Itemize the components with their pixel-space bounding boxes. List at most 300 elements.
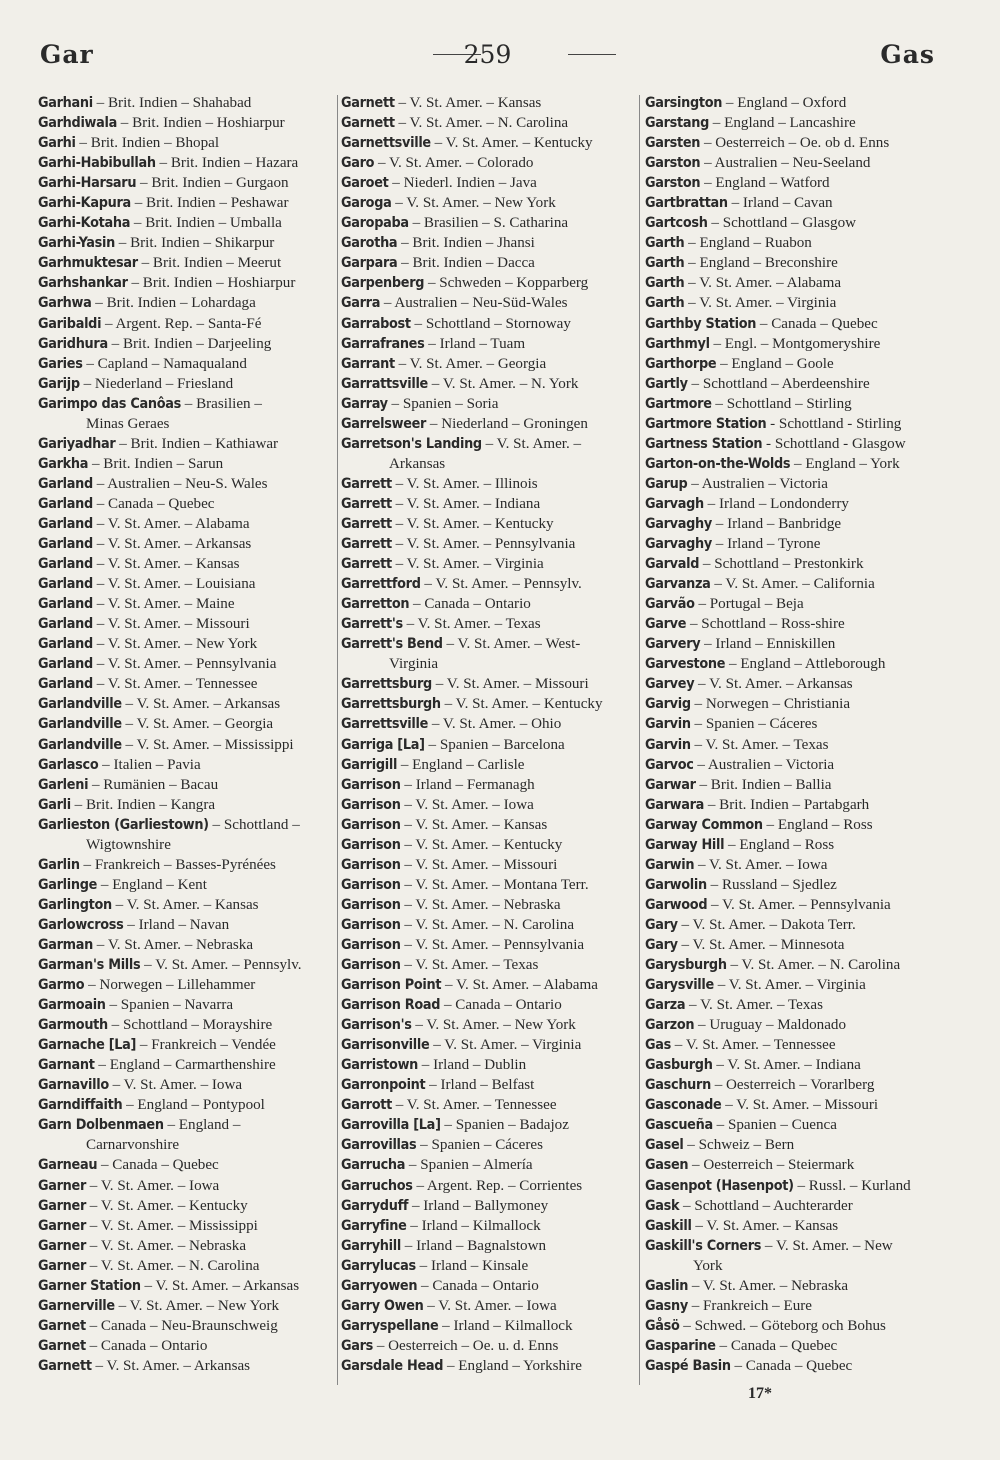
entry-location: – V. St. Amer. – Arkansas bbox=[92, 536, 252, 553]
entry-headword: Garrett bbox=[341, 475, 392, 492]
entry-headword: Garvin bbox=[645, 716, 691, 733]
gazetteer-entry bbox=[341, 514, 637, 534]
entry-headword: Garvey bbox=[645, 676, 695, 693]
entry-headword: Garrett bbox=[341, 515, 392, 532]
entry-headword: Garvery bbox=[645, 636, 701, 653]
entry-location: – England – bbox=[163, 1117, 241, 1134]
entry-headword: Garnavillo bbox=[38, 1077, 109, 1094]
entry-location: – V. St. Amer. – Iowa bbox=[694, 856, 828, 873]
entry-location: – V. St. Amer. – Nebraska bbox=[93, 936, 254, 953]
entry-headword: Garnet bbox=[38, 1317, 86, 1334]
entry-location: – V. St. Amer. – Alabama bbox=[684, 275, 842, 292]
gazetteer-entry bbox=[645, 1095, 945, 1115]
entry-headword: Gasel bbox=[645, 1137, 684, 1154]
gazetteer-entry bbox=[645, 334, 945, 354]
gazetteer-entry bbox=[341, 233, 637, 253]
gazetteer-entry bbox=[645, 1115, 945, 1135]
gazetteer-entry bbox=[645, 293, 945, 313]
gazetteer-entry bbox=[341, 474, 637, 494]
entry-headword: Garrafranes bbox=[341, 335, 425, 352]
entry-location: - Schottland - Glasgow bbox=[762, 435, 906, 452]
gazetteer-entry bbox=[341, 1075, 637, 1095]
gazetteer-entry bbox=[341, 694, 637, 714]
gazetteer-entry bbox=[341, 1276, 637, 1296]
entry-headword: Garhi-Harsaru bbox=[38, 175, 137, 192]
entry-location: – Canada – Quebec bbox=[97, 1157, 219, 1174]
gazetteer-entry bbox=[341, 414, 637, 434]
entry-headword: Garlinge bbox=[38, 876, 98, 893]
gazetteer-entry bbox=[645, 995, 945, 1015]
entry-location: – England – Oxford bbox=[722, 95, 847, 111]
gazetteer-entry bbox=[341, 534, 637, 554]
gazetteer-entry bbox=[645, 113, 945, 133]
gazetteer-entry bbox=[341, 795, 637, 815]
entry-location: – England – Carmarthenshire bbox=[94, 1057, 276, 1074]
entry-location: – Australien – Victoria bbox=[693, 756, 835, 773]
gazetteer-entry bbox=[645, 975, 945, 995]
gazetteer-entry bbox=[341, 213, 637, 233]
entry-headword: Garner Station bbox=[38, 1277, 141, 1294]
entry-headword: Garland bbox=[38, 536, 93, 553]
entry-headword: Garpara bbox=[341, 255, 398, 272]
entry-location: – Niederl. Indien – Java bbox=[388, 175, 537, 192]
entry-headword: Gars bbox=[341, 1337, 374, 1354]
entry-headword: Garrison bbox=[341, 816, 401, 833]
entry-location: – V. St. Amer. – Georgia bbox=[394, 355, 547, 372]
gazetteer-entry bbox=[38, 494, 334, 514]
entry-location: – V. St. Amer. – Louisiana bbox=[92, 576, 256, 593]
gazetteer-entry bbox=[341, 815, 637, 835]
entry-location: – V. St. Amer. – Kentucky bbox=[440, 696, 603, 713]
gazetteer-entry bbox=[645, 173, 945, 193]
entry-headword: Garland bbox=[38, 495, 93, 512]
entry-headword: Garrott bbox=[341, 1097, 392, 1114]
gazetteer-entry bbox=[38, 1155, 334, 1175]
entry-headword: Garnett bbox=[38, 1357, 92, 1374]
entry-headword: Garruchos bbox=[341, 1177, 413, 1194]
gazetteer-entry bbox=[38, 1055, 334, 1075]
entry-location: – V. St. Amer. – Kentucky bbox=[391, 515, 554, 532]
entry-location: Virginia bbox=[389, 656, 439, 673]
gazetteer-entry bbox=[38, 273, 334, 293]
entry-headword: Gasconade bbox=[645, 1097, 722, 1114]
gazetteer-entry bbox=[38, 1095, 334, 1115]
gazetteer-entry bbox=[645, 133, 945, 153]
gazetteer-entry bbox=[38, 434, 334, 454]
gazetteer-entry bbox=[38, 314, 334, 334]
entry-location: – Norwegen – Christiania bbox=[690, 696, 851, 713]
entry-location: – V. St. Amer. – N. Carolina bbox=[400, 916, 575, 933]
gazetteer-entry bbox=[38, 594, 334, 614]
entry-location: – Brit. Indien – Shikarpur bbox=[114, 235, 275, 252]
entry-location: – Portugal – Beja bbox=[694, 596, 804, 613]
entry-headword: Garrison bbox=[341, 916, 401, 933]
entry-headword: Garzon bbox=[645, 1017, 695, 1034]
entry-headword: Garvin bbox=[645, 736, 691, 753]
gazetteer-entry bbox=[38, 554, 334, 574]
entry-headword: Garland bbox=[38, 515, 93, 532]
gazetteer-entry bbox=[38, 1296, 334, 1316]
entry-location: Minas Geraes bbox=[86, 415, 170, 432]
entry-headword: Garthmyl bbox=[645, 335, 710, 352]
gazetteer-entry bbox=[38, 113, 334, 133]
gazetteer-entry bbox=[645, 394, 945, 414]
entry-location: – Irland – Fermanagh bbox=[400, 776, 535, 793]
page-header bbox=[40, 40, 935, 76]
entry-location: – V. St. Amer. – Nebraska bbox=[688, 1277, 849, 1294]
gazetteer-entry bbox=[341, 634, 637, 654]
gazetteer-entry bbox=[645, 273, 945, 293]
entry-location: – Canada – Ontario bbox=[85, 1337, 208, 1354]
gazetteer-entry bbox=[38, 253, 334, 273]
gazetteer-entry bbox=[341, 173, 637, 193]
entry-location: – Brit. Indien – Kathiawar bbox=[115, 435, 279, 452]
gazetteer-entry bbox=[341, 1316, 637, 1336]
entry-headword: Garnet bbox=[38, 1337, 86, 1354]
entry-headword: Garneau bbox=[38, 1157, 98, 1174]
entry-location: – V. St. Amer. – Texas bbox=[400, 957, 539, 974]
gazetteer-entry bbox=[38, 514, 334, 534]
entry-headword: Garristown bbox=[341, 1057, 419, 1074]
entry-location: – Canada – Ontario bbox=[409, 596, 531, 613]
entry-location: – V. St. Amer. – Iowa bbox=[108, 1077, 243, 1094]
gazetteer-entry bbox=[645, 855, 945, 875]
entry-headword: Garrison bbox=[341, 896, 401, 913]
gazetteer-entry bbox=[645, 233, 945, 253]
entry-headword: Garhi bbox=[38, 135, 76, 152]
entry-location: – V. St. Amer. – Alabama bbox=[92, 515, 250, 532]
entry-headword: Garotha bbox=[341, 235, 398, 252]
entry-location: – V. St. Amer. – Virginia bbox=[684, 295, 837, 312]
gazetteer-entry bbox=[341, 714, 637, 734]
gazetteer-entry bbox=[341, 354, 637, 374]
entry-headword: Gartly bbox=[645, 375, 688, 392]
gazetteer-entry bbox=[341, 1015, 637, 1035]
entry-headword: Garvaghy bbox=[645, 515, 712, 532]
gazetteer-entry bbox=[38, 875, 334, 895]
entry-headword: Garoet bbox=[341, 175, 389, 192]
entry-location: – V. St. Amer. – Missouri bbox=[721, 1097, 879, 1114]
entry-headword: Garland bbox=[38, 636, 93, 653]
entry-location: – England – Pontypool bbox=[122, 1097, 265, 1114]
gazetteer-entry bbox=[38, 213, 334, 233]
gazetteer-entry bbox=[341, 273, 637, 293]
entry-location: – England – Breconshire bbox=[684, 255, 838, 272]
entry-headword: Garwara bbox=[645, 796, 705, 813]
entry-headword: Garretson's Landing bbox=[341, 435, 482, 452]
entry-headword: Garthby Station bbox=[645, 315, 757, 332]
entry-location: – England – Goole bbox=[716, 355, 834, 372]
entry-headword: Garner bbox=[38, 1217, 87, 1234]
gazetteer-entry bbox=[645, 815, 945, 835]
entry-headword: Garrattsville bbox=[341, 375, 428, 392]
gazetteer-entry bbox=[38, 474, 334, 494]
gazetteer-entry bbox=[341, 334, 637, 354]
entry-headword: Garner bbox=[38, 1237, 87, 1254]
entry-headword: Gartcosh bbox=[645, 215, 708, 232]
entry-headword: Garland bbox=[38, 656, 93, 673]
entry-headword: Gasparine bbox=[645, 1337, 716, 1354]
entry-location: – V. St. Amer. – West- bbox=[442, 636, 581, 653]
gazetteer-entry bbox=[38, 935, 334, 955]
entry-location: – Brit. Indien – Jhansi bbox=[397, 235, 535, 252]
entry-headword: Garrett bbox=[341, 495, 392, 512]
gazetteer-entry bbox=[38, 614, 334, 634]
page-number: 259 bbox=[463, 40, 512, 69]
entry-headword: Garrison bbox=[341, 876, 401, 893]
gazetteer-entry bbox=[38, 915, 334, 935]
entry-headword: Garmo bbox=[38, 977, 85, 994]
entry-location: – V. St. Amer. – Kentucky bbox=[86, 1197, 248, 1214]
entry-headword: Garrovillas bbox=[341, 1137, 417, 1154]
gazetteer-entry bbox=[38, 454, 334, 474]
entry-headword: Gaskill bbox=[645, 1217, 692, 1234]
column-2 bbox=[341, 93, 637, 1376]
entry-headword: Garryhill bbox=[341, 1237, 401, 1254]
entry-location: – Irland – Dublin bbox=[418, 1057, 527, 1074]
gazetteer-entry bbox=[645, 494, 945, 514]
header-rule-right bbox=[568, 54, 616, 55]
entry-headword: Garhshankar bbox=[38, 275, 128, 292]
gazetteer-entry bbox=[38, 654, 334, 674]
gazetteer-entry bbox=[645, 514, 945, 534]
gazetteer-entry bbox=[645, 1216, 945, 1236]
entry-headword: Garwar bbox=[645, 776, 696, 793]
entry-location: – Canada – Ontario bbox=[417, 1277, 539, 1294]
entry-location: – V. St. Amer. – Colorado bbox=[374, 155, 534, 172]
entry-location: – Brit. Indien – Lohardaga bbox=[91, 295, 256, 312]
gazetteer-entry bbox=[645, 354, 945, 374]
gazetteer-entry bbox=[341, 915, 637, 935]
entry-location: – Australien – Neu-S. Wales bbox=[92, 475, 268, 492]
gazetteer-entry-continuation bbox=[645, 1256, 945, 1276]
entry-location: – V. St. Amer. – Tennessee bbox=[391, 1097, 557, 1114]
entry-headword: Garsten bbox=[645, 135, 701, 152]
gazetteer-entry bbox=[341, 614, 637, 634]
gazetteer-entry bbox=[38, 1276, 334, 1296]
gazetteer-entry bbox=[38, 895, 334, 915]
entry-location: – V. St. Amer. – Maine bbox=[92, 596, 235, 613]
gazetteer-entry bbox=[38, 995, 334, 1015]
gazetteer-entry bbox=[341, 1115, 637, 1135]
entry-headword: Garidhura bbox=[38, 335, 108, 352]
entry-location: – Australien – Neu-Süd-Wales bbox=[380, 295, 568, 312]
gazetteer-entry bbox=[341, 253, 637, 273]
entry-headword: Gas bbox=[645, 1037, 671, 1054]
gazetteer-entry bbox=[341, 1216, 637, 1236]
entry-location: – Oesterreich – Oe. u. d. Enns bbox=[373, 1337, 559, 1354]
entry-location: – Rumänien – Bacau bbox=[88, 776, 219, 793]
entry-location: – Australien – Neu-Seeland bbox=[700, 155, 871, 172]
entry-location: – V. St. Amer. – Missouri bbox=[92, 616, 250, 633]
entry-location: – V. St. Amer. – Mississippi bbox=[86, 1217, 258, 1234]
entry-headword: Garstang bbox=[645, 115, 710, 132]
gazetteer-entry bbox=[645, 614, 945, 634]
gazetteer-entry bbox=[38, 1216, 334, 1236]
entry-location: – V. St. Amer. – Kansas bbox=[111, 896, 259, 913]
entry-headword: Garlandville bbox=[38, 716, 122, 733]
entry-headword: Garland bbox=[38, 576, 93, 593]
entry-location: – V. St. Amer. – Arkansas bbox=[91, 1357, 251, 1374]
entry-location: – Schottland – Stirling bbox=[711, 395, 852, 412]
entry-location: – V. St. Amer. – Tennessee bbox=[92, 676, 258, 693]
gazetteer-entry bbox=[645, 474, 945, 494]
gazetteer-entry bbox=[38, 334, 334, 354]
entry-location: – Russland – Sjedlez bbox=[706, 876, 837, 893]
entry-headword: Garvagh bbox=[645, 495, 704, 512]
entry-location: – England – York bbox=[790, 455, 900, 472]
entry-headword: Garnerville bbox=[38, 1297, 115, 1314]
entry-location: – V. St. Amer. – New York bbox=[391, 195, 556, 212]
gazetteer-entry bbox=[38, 1075, 334, 1095]
entry-headword: Garner bbox=[38, 1177, 87, 1194]
entry-location: – Brit. Indien – Meerut bbox=[137, 255, 282, 272]
entry-headword: Garrison bbox=[341, 856, 401, 873]
entry-headword: Garland bbox=[38, 616, 93, 633]
entry-location: – Schottland – Aberdeenshire bbox=[687, 375, 870, 392]
gazetteer-entry bbox=[645, 735, 945, 755]
gazetteer-entry bbox=[645, 714, 945, 734]
entry-headword: Garve bbox=[645, 616, 687, 633]
gazetteer-entry bbox=[645, 775, 945, 795]
entry-headword: Garhwa bbox=[38, 295, 92, 312]
gazetteer-entry bbox=[341, 1035, 637, 1055]
column-1 bbox=[38, 93, 334, 1376]
entry-location: – Schottland – bbox=[208, 816, 300, 833]
gazetteer-entry bbox=[38, 1236, 334, 1256]
entry-location: – V. St. Amer. – Missouri bbox=[431, 676, 589, 693]
gazetteer-entry bbox=[38, 735, 334, 755]
entry-location: – Schweiz – Bern bbox=[683, 1137, 795, 1154]
entry-location: – Brit. Indien – Gurgaon bbox=[136, 175, 289, 192]
gazetteer-entry bbox=[645, 534, 945, 554]
entry-location: – Canada – Neu-Braunschweig bbox=[85, 1317, 278, 1334]
entry-location: – Schottland – Prestonkirk bbox=[699, 556, 864, 573]
entry-location: – Canada – Quebec bbox=[730, 1357, 853, 1374]
gazetteer-entry bbox=[645, 1316, 945, 1336]
entry-headword: Garopaba bbox=[341, 215, 409, 232]
entry-location: – Italien – Pavia bbox=[98, 756, 201, 773]
entry-location: – V. St. Amer. – Illinois bbox=[391, 475, 538, 492]
entry-headword: Garrett bbox=[341, 536, 392, 553]
entry-location: – Spanien – Badajoz bbox=[440, 1117, 569, 1134]
entry-location: – Schottland – Glasgow bbox=[707, 215, 857, 232]
gazetteer-entry bbox=[38, 975, 334, 995]
entry-headword: Gaschurn bbox=[645, 1077, 711, 1094]
gazetteer-entry bbox=[645, 674, 945, 694]
gazetteer-entry bbox=[645, 1055, 945, 1075]
gazetteer-entry bbox=[645, 253, 945, 273]
entry-headword: Gasenpot (Hasenpot) bbox=[645, 1177, 794, 1194]
gazetteer-entry bbox=[38, 173, 334, 193]
gazetteer-entry bbox=[341, 1176, 637, 1196]
entry-location: – V. St. Amer. – Kentucky bbox=[400, 836, 563, 853]
entry-location: – V. St. Amer. – Nebraska bbox=[86, 1237, 247, 1254]
gazetteer-entry bbox=[38, 354, 334, 374]
entry-location: – Irland – Navan bbox=[123, 916, 230, 933]
gazetteer-entry bbox=[38, 1015, 334, 1035]
entry-location: – V. St. Amer. – Minnesota bbox=[677, 936, 845, 953]
entry-location: – V. St. Amer. – Kansas bbox=[691, 1217, 839, 1234]
entry-headword: Garrett bbox=[341, 556, 392, 573]
entry-location: – Brit. Indien – Hoshiarpur bbox=[127, 275, 296, 292]
entry-location: – Irland – Londonderry bbox=[703, 495, 849, 512]
entry-location: – V. St. Amer. – Arkansas bbox=[140, 1277, 300, 1294]
entry-headword: Garriga [La] bbox=[341, 736, 425, 753]
entry-location: – V. St. Amer. – N. Carolina bbox=[86, 1257, 260, 1274]
gazetteer-entry bbox=[38, 815, 334, 835]
entry-location: – V. St. Amer. – Tennessee bbox=[671, 1037, 836, 1054]
entry-headword: Garman bbox=[38, 936, 94, 953]
entry-headword: Garrett's bbox=[341, 616, 403, 633]
entry-location: – Canada – Quebec bbox=[756, 315, 878, 332]
column-divider-1 bbox=[337, 95, 338, 1385]
entry-location: – Spanien – Cuenca bbox=[712, 1117, 837, 1134]
gazetteer-entry bbox=[645, 795, 945, 815]
gazetteer-entry bbox=[341, 1296, 637, 1316]
entry-location: – Irland – Bagnalstown bbox=[400, 1237, 547, 1254]
gazetteer-entry bbox=[341, 935, 637, 955]
gazetteer-entry bbox=[341, 1236, 637, 1256]
entry-location: – V. St. Amer. – Montana Terr. bbox=[400, 876, 589, 893]
entry-headword: Garhmuktesar bbox=[38, 255, 138, 272]
entry-location: – England – Ross bbox=[724, 836, 835, 853]
entry-headword: Garvanza bbox=[645, 576, 711, 593]
gazetteer-entry bbox=[341, 1055, 637, 1075]
gazetteer-entry bbox=[645, 915, 945, 935]
entry-location: – Spanien – Cáceres bbox=[690, 716, 818, 733]
entry-headword: Garhani bbox=[38, 95, 93, 111]
gazetteer-entry bbox=[38, 374, 334, 394]
entry-headword: Garthorpe bbox=[645, 355, 717, 372]
entry-headword: Garronpoint bbox=[341, 1077, 426, 1094]
entry-location: – V. St. Amer. – New York bbox=[411, 1017, 576, 1034]
entry-location: – V. St. Amer. – Virginia bbox=[391, 556, 544, 573]
entry-headword: Garies bbox=[38, 355, 83, 372]
entry-location: – V. St. Amer. – Arkansas bbox=[121, 696, 281, 713]
entry-location: – V. St. Amer. – Pennsylv. bbox=[140, 957, 302, 974]
gazetteer-entry bbox=[38, 394, 334, 414]
entry-headword: Garrisonville bbox=[341, 1037, 430, 1054]
entry-headword: Gartness Station bbox=[645, 435, 763, 452]
entry-location: – V. St. Amer. – Georgia bbox=[121, 716, 274, 733]
gazetteer-entry bbox=[645, 1276, 945, 1296]
entry-headword: Garth bbox=[645, 275, 685, 292]
entry-headword: Garrett's Bend bbox=[341, 636, 443, 653]
entry-location: – Brasilien – S. Catharina bbox=[408, 215, 569, 232]
entry-headword: Garlandville bbox=[38, 736, 122, 753]
entry-location: – V. St. Amer. – Pennsylv. bbox=[420, 576, 582, 593]
entry-headword: Garvald bbox=[645, 556, 700, 573]
gazetteer-entry bbox=[645, 1135, 945, 1155]
entry-location: – Brit. Indien – Hoshiarpur bbox=[117, 115, 285, 132]
gazetteer-entry bbox=[645, 875, 945, 895]
entry-location: – V. St. Amer. – New York bbox=[92, 636, 258, 653]
gazetteer-entry bbox=[38, 93, 334, 113]
signature-mark: 17* bbox=[748, 1385, 772, 1402]
gazetteer-entry bbox=[645, 1356, 945, 1376]
entry-headword: Garrison bbox=[341, 776, 401, 793]
entry-headword: Garland bbox=[38, 676, 93, 693]
entry-location: – Irland – Kinsale bbox=[415, 1257, 529, 1274]
gazetteer-entry bbox=[341, 153, 637, 173]
entry-headword: Garvig bbox=[645, 696, 691, 713]
entry-location: – Irland – Kilmallock bbox=[406, 1217, 541, 1234]
entry-location: – V. St. Amer. – N. Carolina bbox=[394, 115, 569, 132]
entry-headword: Garrettford bbox=[341, 576, 421, 593]
entry-headword: Garndiffaith bbox=[38, 1097, 123, 1114]
column-divider-2 bbox=[639, 95, 640, 1385]
